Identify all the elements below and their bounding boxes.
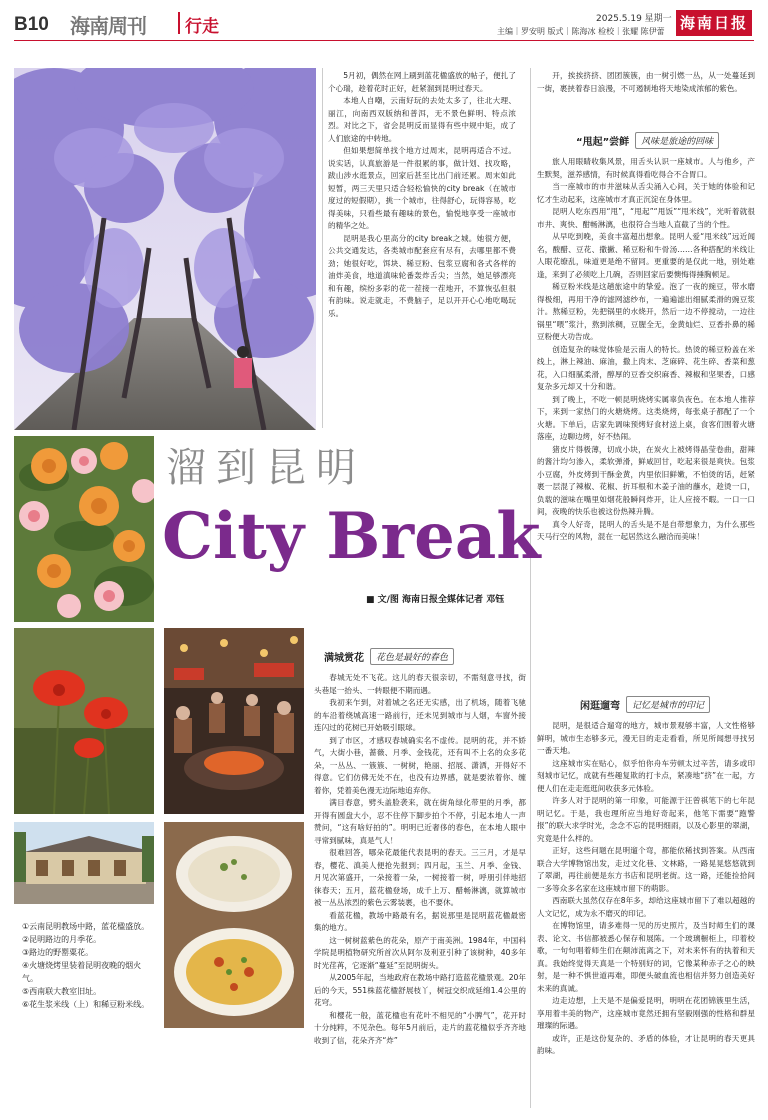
- walk-subheading: 记忆是城市的印记: [626, 696, 710, 713]
- paragraph: 这一树树蓝紫色的花朵，原产于南美洲。1984年，中国科学院昆明植物研究所首次从阿尔及利亚引种了该树种，40多年时光荏苒，它逐渐“蔓延”至昆明街头。: [314, 935, 526, 970]
- walk-heading: 闲逛遛弯: [580, 700, 620, 712]
- photo-poppies: [14, 628, 154, 814]
- paragraph: 5月初，偶然在网上刷到蓝花楹盛放的帖子，便扎了个心瑞，趁着花时正好，赶紧溜到昆明过春天。: [328, 71, 516, 93]
- paragraph: 开，挨挨挤挤、团团簇簇，由一树引燃一丛，从一处蔓延到一街，裹挟着春日浪漫，不可遏制地将天地染成浓郁的紫色。: [537, 71, 755, 93]
- paragraph: 到了晚上，不吃一顿昆明烧烤实属辜负夜色。在本地人推荐下，来到一家热门的火塘烧烤。这类烧烤，每张桌子都配了一个火塘。下单后，店家先调味预烤好食材送上桌，食客们围着火塘落座，边聊边烤，好不热闹。: [537, 394, 755, 441]
- paragraph: 边走边想，上天是不是偏爱昆明，明明在花团锦簇里生活，享用着丰美的物产，这座城市竟然还拥有坚毅刚强的性格和群星璀璨的际遇。: [537, 996, 755, 1030]
- article-kicker: 溜到昆明: [166, 445, 366, 491]
- paragraph: 昆明是我心里高分的city break之城。她很方便，公共交通发达，各类城市配套应有尽有，去哪里都不费劲；她很好吃，饵块、稀豆粉、包浆豆腐和各式各样的油炸美食，地道滇味轮番轰炸舌尖；当然，她足够漂亮和有趣，缤纷多彩的花一茬接一茬地开，不算恢弘但很有韵味。说走就走，不费脑子，足以开开心心地吃喝玩乐。: [328, 233, 516, 318]
- newspaper-logo: 海南日报: [676, 10, 752, 36]
- header-divider: [178, 12, 180, 34]
- photo-lianda-classroom: [14, 822, 154, 904]
- paragraph: 许多人对于昆明的第一印象，可能源于汪曾祺笔下的七年昆明记忆。于是，我也理所应当地好奇起来，他笔下需要“跑警报”的联大求学时光，念念不忘的昆明细雨，以及心影里的翠湖，究竟是什么样的。: [537, 796, 755, 843]
- paragraph: 或许，正是这份复杂的、矛盾的体验，才让昆明的春天更具韵味。: [537, 1033, 755, 1055]
- paragraph: 稀豆粉米线是这趟旅途中的挚爱。泡了一夜的豌豆，带水磨得极细，再用干净的滤网滤纱布，一遍遍滤出细腻柔滑的豌豆浆汁。熬稀豆粉，先把锅里的水烧开，然后一边不停搅动，一边往锅里“喂”浆汁，熬到浓稠，豆腥全无，金黄灿烂、豆香扑鼻的稀豆粉便大功告成。: [537, 282, 755, 341]
- paragraph: 这座城市实在贴心，似乎怕你舟车劳顿太过辛苦，请多或印刻城市记忆，成就有些趣复欺的打卡点，紧凑地“挤”在一起，方便人们在走走逛逛间收获多元体验。: [537, 758, 755, 793]
- paragraph: 到了市区，才感叹春城确实名不虚传。昆明的花，并不娇气，大街小巷，蔷薇、月季、金钱花，还有叫不上名的众多花朵，一丛丛、一簇簇、一树树，艳丽、招展、潇洒，开得好不得意。它们仿佛无处不在，也没有边界感，就是要浓着你、缠着你，凭着美色漫无边际地追弃你。: [314, 735, 526, 795]
- article-title: City Break: [162, 499, 541, 574]
- paragraph: 满目春意，劈头盖脸袭来，就在街角绿化带里的月季，都开得有圆盘大小，忍不住停下脚步拍个不停，引起本地人一声赞问，“这有啥好拍的”。明明已近奢侈的春色，在本地人眼中寻常到腻味，真是气人！: [314, 798, 526, 845]
- section-name: 行走: [185, 17, 219, 37]
- paragraph: 但如果想简单找个地方过周末，昆明再适合不过。说实话，认真旅游是一件很累的事，做计划、找攻略，跋山涉水逛景点，回家后甚至比出门前还累。周末如此短暂，两三天里只适合轻松愉快的city break（在城市度过的短假期），挑一个城市，往得舒心，玩得容易，吃得美味，只看些最有趣味的景色，愉悦地享受一座城市的精华之处。: [328, 146, 516, 230]
- paragraph: 猪皮片得极薄，切成小块，在炭火上被烤得晶莹卷曲，甜辣的酱汁均匀渗入，柔软弹滑，鲜咸回甘，吃起来很是爽快。包浆小豆腐，外皮烤到干酥金黄，内里依旧鲜嫩，不怕烫的话，赶紧裹一层混了辣椒、花椒、折耳根和木姜子油的蘸水，趁烫一口，负载的滋味在嘴里如烟花般瞬间炸开，让人应接不暇。一口一口间，夜晚的快乐也被这份热辣升腾。: [537, 444, 755, 516]
- paragraph: 当一座城市的市井滋味从舌尖涌入心间，关于她的体验和记忆才生动起来，这座城市才真正沉淀在身体里。: [537, 182, 755, 204]
- flowers-text: [314, 672, 526, 1112]
- issue-date: 2025.5.19 星期一: [596, 14, 672, 24]
- paragraph: 旅人用眼睛收集风景，用舌头认识一座城市。人与他乡，产生默契，滋养感情，有时候真得看吃得合不合胃口。: [537, 157, 755, 179]
- paragraph: 从2005年起，当地政府在教场中路打造蓝花楹景观。20年后的今天，551株蓝花楹舒展枝丫，树冠交织成延绵1.4公里的花穹。: [314, 973, 526, 1007]
- flowers-subheading: 花色是最好的春色: [370, 648, 454, 665]
- paragraph: 昆明人吃东西用“甩”，“甩起”“甩饭”“甩米线”，光听着就很市井、爽快、酣畅淋漓，也很符合当地人直截了当的个性。: [537, 207, 755, 229]
- masthead: 海南周刊: [70, 14, 146, 38]
- paragraph: 真令人好奇，昆明人的舌头是不是自带想象力，为什么那些天马行空的风物，混在一起居然这么融洽而美味！: [537, 519, 755, 541]
- paragraph: 很难回答，哪朵花最能代表昆明的春天。三三月，才是早春，樱花、滇美人便抢先报到；四月起，玉兰、月季、金钱、月见次第盛开，一朵接着一朵，一树接着一树，呼朋引伴地招徕春天；五月，蓝花楹登场，成千上万、醋畅淋漓，就算城市被一丛丛浓烈的紫色云雾装裹，也不要休。: [314, 848, 526, 907]
- caption-line: ①云南昆明教场中路，蓝花楹盛放。: [22, 922, 150, 931]
- section-heading-flowers: [324, 646, 454, 666]
- article-byline: ■ 文/图 海南日报全媒体记者 邓钰: [366, 595, 505, 605]
- photo-roses: [14, 436, 154, 622]
- food-subheading: 风味是旅途的回味: [635, 132, 719, 149]
- caption-line: ④火塘烧烤里装着昆明夜晚的烟火气。: [22, 961, 142, 983]
- paragraph: 我初来乍到，对着城之名还无实感，出了机场，随着飞驰的车沿着绕城高速一路前行，还未见到城市与人烟，车窗外接连闪过的花树已开始吸引眼球。: [314, 698, 526, 732]
- intro-text: [328, 70, 516, 432]
- paragraph: 在博物馆里，请多难得一见的历史照片，及当时师生们的课表、论文、书信都被悉心保存和展陈。一个玻璃橱柜上，印着校歌，一句句唱着师生们在颠沛流离之下，对未来怀有的执着和天真。我始终觉得天真是一个特别好的词，它像某种赤子之心的映射，是一种不惧世道再难，即便头破血流也相信并努力创造美好未来的真诚。: [537, 921, 755, 993]
- paragraph: 从早吃到晚，美食丰富超出想象。昆明人爱“甩米线”远近闻名，酸醋、豆花、撒撇、稀豆粉和牛骨汤……各种搭配的米线让人眼花缭乱，味道更是绝不留同。更重要的是仅此一地，别处难逢，来到了必须吃上几碗，否则回家后要懊悔得捶胸顿足。: [537, 232, 755, 279]
- paragraph: 创造复杂的味觉体验是云南人的特长。热烫的稀豆粉盖在米线上，淋上辣油、麻油，撒上肉末、芝麻碎、花生碎、香菜和葱花，入口细腻柔滑，醇厚的豆香交织麻香、辣椒和坚果香，口感复杂多元却又十分和谐。: [537, 344, 755, 391]
- photo-barbecue: [164, 628, 304, 814]
- paragraph: 正好，这些问题在昆明遛个弯，都能依稀找到答案。从西南联合大学博物馆出发，走过文化巷、文林路，一路晃晃悠悠就到了翠湖，再往前便是东方书店和昆明老街。这一路，还能捡拾间一多等众多名家在这座城市留下的萌影。: [537, 846, 755, 893]
- photo-jacaranda-avenue: [14, 68, 316, 430]
- paragraph: 和樱花一般，蓝花楹也有花叶不相见的“小脾气”，花开时十分纯粹，不见杂色。每年5月前后，走片的蓝花楹似乎齐齐地收到了信，花朵齐齐“炸”: [314, 1010, 526, 1045]
- editor-credits: 主编｜罗安明 版式｜陈海冰 检校｜张耀 陈伊蕾: [497, 27, 665, 36]
- column-rule: [322, 68, 323, 428]
- flowers-heading: 满城赏花: [324, 652, 364, 664]
- food-text: [537, 156, 755, 686]
- caption-line: ⑥花生浆米线（上）和稀豆粉米线。: [22, 1000, 150, 1009]
- food-heading: “甩起”尝鲜: [576, 136, 630, 148]
- photo-rice-noodles: [164, 822, 304, 1028]
- caption-line: ⑤西南联大教室旧址。: [22, 987, 102, 996]
- paragraph: 西南联大虽然仅存在8年多，却给这座城市留下了难以超越的人文记忆，成为永不磨灭的印记。: [537, 896, 755, 918]
- page-number: B10: [14, 14, 49, 35]
- continuation-text: [537, 70, 755, 122]
- section-heading-walk: [580, 694, 710, 714]
- section-heading-food: [576, 130, 719, 150]
- paragraph: 本地人自嘲，云南好玩的去处太多了，往北大理、丽江，向南西双版纳和普洱，无不景色鲜明、特点浓烈。对比之下，省会昆明反而显得有些中规中矩，成了人们旅途的中转地。: [328, 96, 516, 143]
- caption-line: ③路边的野罂粟花。: [22, 948, 94, 957]
- paragraph: 春城无处不飞花。这儿的春天很亲切，不需刻意寻找，街头巷尾一抬头、一转眼便不期而遇。: [314, 673, 526, 695]
- column-rule: [530, 68, 531, 1108]
- header-rule: [14, 40, 754, 41]
- paragraph: 看蓝花楹，教场中路最有名，据说那里是昆明蓝花楹最密集的地方。: [314, 910, 526, 932]
- photo-captions: [22, 920, 152, 1011]
- walk-text: [537, 720, 755, 1112]
- caption-line: ②昆明路边的月季花。: [22, 935, 102, 944]
- paragraph: 昆明，是很适合遛弯的地方，城市景观够丰富，人文性格够鲜明，城市生态够多元，漫无目的走走看看，所见所闻想寻找另一番天地。: [537, 721, 755, 755]
